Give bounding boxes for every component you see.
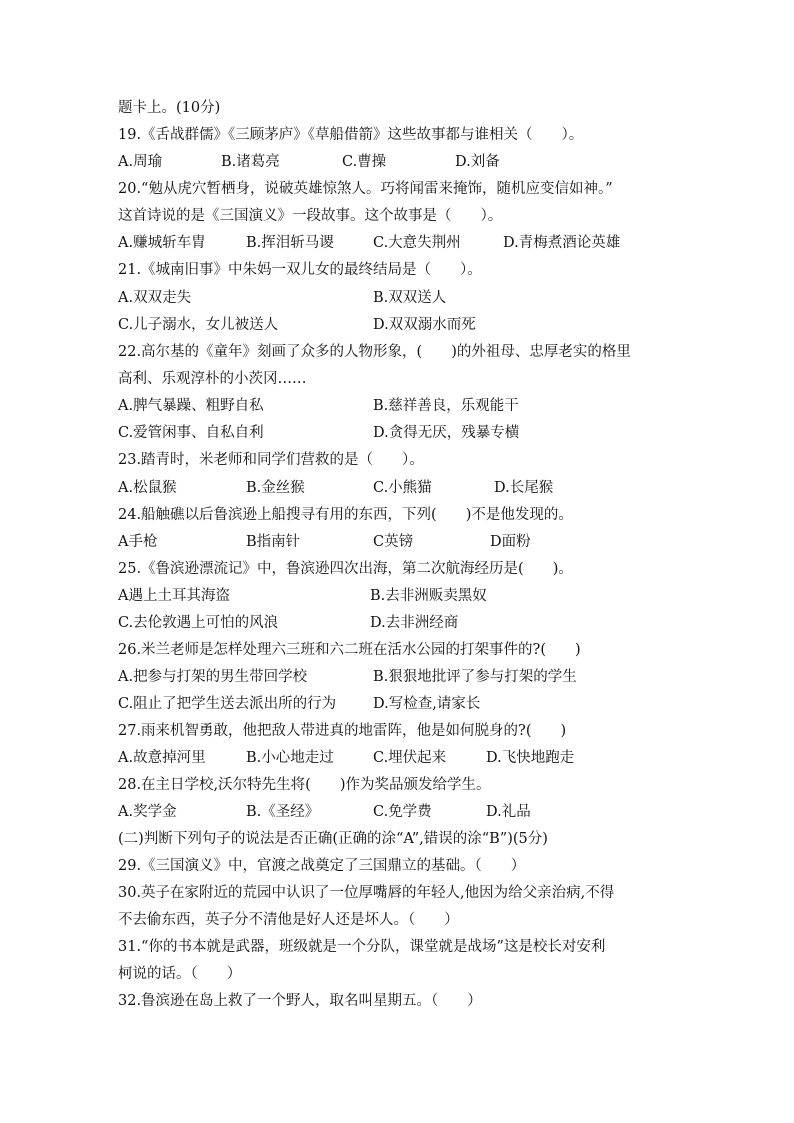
question-29: 29.《三国演义》中，官渡之战奠定了三国鼎立的基础。（ ） (118, 858, 526, 874)
question-32: 32.鲁滨逊在岛上救了一个野人，取名叫星期五。（ ） (118, 993, 482, 1009)
q28-option-a: A.奖学金 (118, 804, 177, 820)
question-27: 27.雨来机智勇敢，他把敌人带进真的地雷阵，他是如何脱身的?( ) (118, 723, 567, 739)
question-20-line-2: 这首诗说的是《三国演义》一段故事。这个故事是（ ）。 (118, 208, 503, 224)
q27-option-c: C.埋伏起来 (373, 750, 447, 766)
q24-option-d: D面粉 (490, 534, 531, 550)
q21-option-a: A.双双走失 (118, 290, 192, 306)
q28-option-d: D.礼品 (486, 804, 531, 820)
question-20-line-1: 20.“勉从虎穴暂栖身，说破英雄惊煞人。巧将闻雷来掩饰，随机应变信如神。” (118, 181, 613, 197)
q26-option-c: C.阻止了把学生送去派出所的行为 (118, 696, 337, 712)
question-31-line-2: 柯说的话。（ ） (118, 966, 242, 982)
q19-option-c: C.曹操 (342, 154, 387, 170)
q27-option-a: A.故意掉河里 (118, 750, 206, 766)
q23-option-d: D.长尾猴 (494, 480, 554, 496)
question-22-line-1: 22.高尔基的《童年》刻画了众多的人物形象，( )的外祖母、忠厚老实的格里 (118, 344, 631, 360)
q24-option-a: A手枪 (118, 534, 158, 550)
q22-option-a: A.脾气暴躁、粗野自私 (118, 398, 264, 414)
q28-option-b: B.《圣经》 (246, 804, 320, 820)
question-21: 21.《城南旧事》中朱妈一双儿女的最终结局是（ ）。 (118, 262, 482, 278)
section-2-heading: (二)判断下列句子的说法是否正确(正确的涂“A”,错误的涂“B”)(5分) (118, 831, 548, 847)
q28-option-c: C.免学费 (373, 804, 432, 820)
q25-option-c: C.去伦敦遇上可怕的风浪 (118, 615, 279, 631)
q19-option-b: B.诸葛亮 (221, 154, 280, 170)
q23-option-b: B.金丝猴 (246, 480, 305, 496)
q21-option-d: D.双双溺水而死 (373, 317, 476, 333)
q19-option-d: D.刘备 (455, 154, 500, 170)
q20-option-d: D.青梅煮酒论英雄 (503, 235, 621, 251)
question-24: 24.船触礁以后鲁滨逊上船搜寻有用的东西，下列( )不是他发现的。 (118, 507, 573, 523)
q21-option-c: C.儿子溺水，女儿被送人 (118, 317, 279, 333)
q25-option-d: D.去非洲经商 (370, 615, 459, 631)
q27-option-d: D.飞快地跑走 (486, 750, 575, 766)
q23-option-c: C.小熊猫 (373, 480, 432, 496)
q20-option-c: C.大意失荆州 (373, 235, 461, 251)
q20-option-b: B.挥泪斩马谡 (246, 235, 334, 251)
question-30-line-2: 不去偷东西，英子分不清他是好人还是坏人。（ ） (118, 912, 459, 928)
q19-option-a: A.周瑜 (118, 154, 163, 170)
q24-option-c: C英镑 (373, 534, 414, 550)
question-30-line-1: 30.英子在家附近的荒园中认识了一位厚嘴唇的年轻人,他因为给父亲治病,不得 (118, 885, 615, 901)
q25-option-a: A遇上土耳其海盗 (118, 588, 230, 604)
q27-option-b: B.小心地走过 (246, 750, 334, 766)
q23-option-a: A.松鼠猴 (118, 480, 177, 496)
question-31-line-1: 31.“你的书本就是武器，班级就是一个分队，课堂就是战场”这是校长对安利 (118, 939, 606, 955)
question-28: 28.在主日学校,沃尔特先生将( )作为奖品颁发给学生。 (118, 777, 491, 793)
q22-option-b: B.慈祥善良，乐观能干 (373, 398, 519, 414)
q22-option-c: C.爱管闲事、自私自利 (118, 425, 264, 441)
question-22-line-2: 高利、乐观淳朴的小茨冈…… (118, 371, 307, 387)
q24-option-b: B指南针 (246, 534, 301, 550)
section-header-tail: 题卡上。(10分) (118, 100, 221, 116)
q26-option-a: A.把参与打架的男生带回学校 (118, 669, 308, 685)
q20-option-a: A.赚城斩车胄 (118, 235, 206, 251)
question-19: 19.《舌战群儒》《三顾茅庐》《草船借箭》这些故事都与谁相关（ ）。 (118, 127, 584, 143)
question-25: 25.《鲁滨逊漂流记》中，鲁滨逊四次出海，第二次航海经历是( )。 (118, 561, 573, 577)
q22-option-d: D.贪得无厌，残暴专横 (373, 425, 520, 441)
question-23: 23.踏青时，米老师和同学们营救的是（ ）。 (118, 452, 424, 468)
q26-option-b: B.狠狠地批评了参与打架的学生 (373, 669, 577, 685)
q26-option-d: D.写检查,请家长 (373, 696, 481, 712)
q21-option-b: B.双双送人 (373, 290, 447, 306)
q25-option-b: B.去非洲贩卖黑奴 (370, 588, 487, 604)
question-26: 26.米兰老师是怎样处理六三班和六二班在活水公园的打架事件的?( ) (118, 642, 581, 658)
